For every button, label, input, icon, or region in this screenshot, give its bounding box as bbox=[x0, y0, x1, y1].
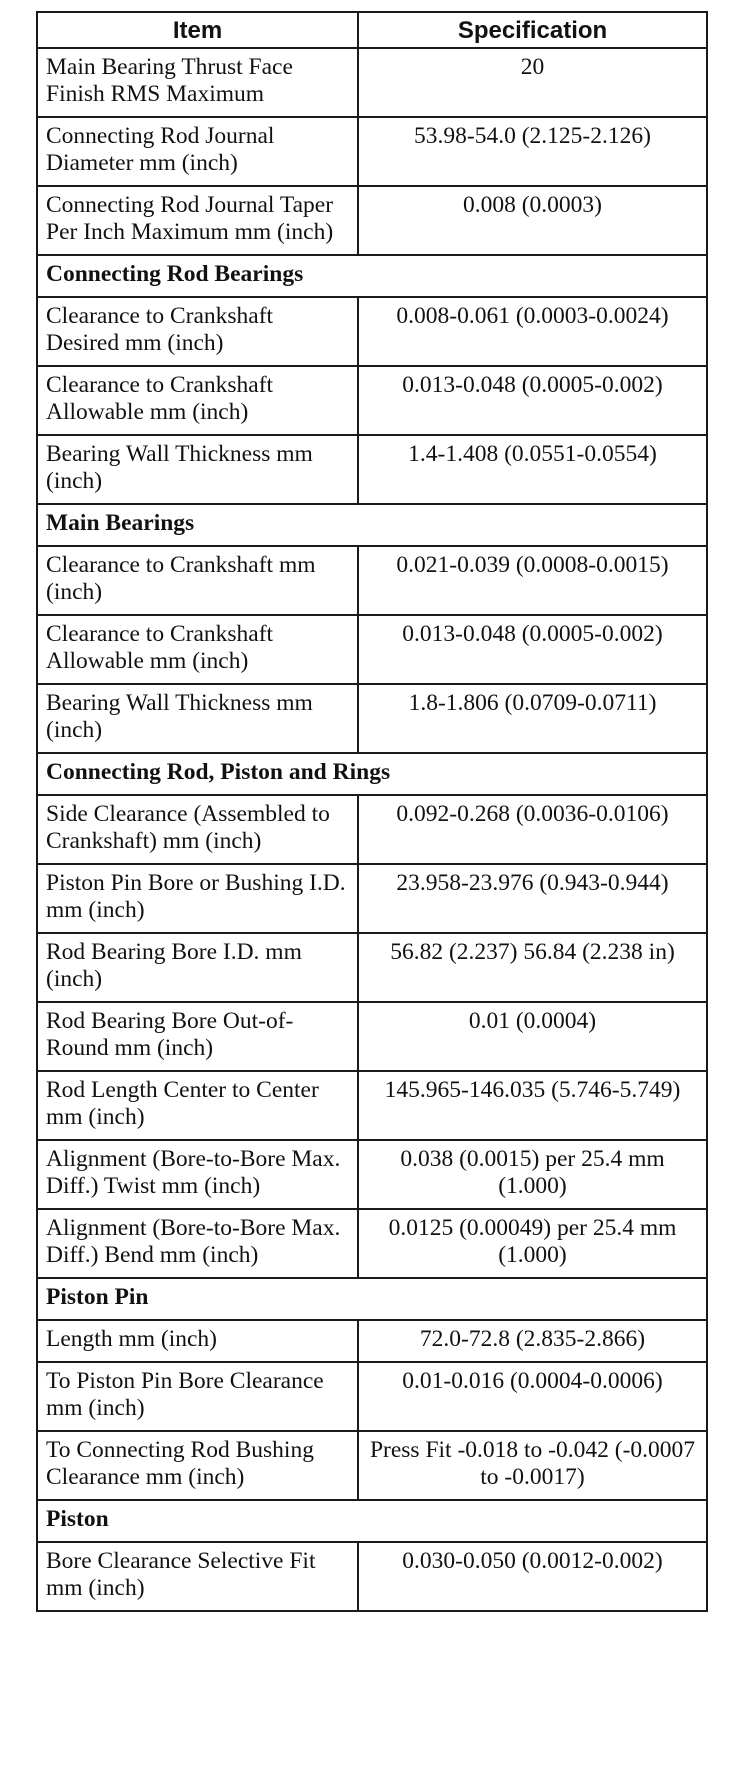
specification-cell: 145.965-146.035 (5.746-5.749) bbox=[358, 1071, 707, 1140]
item-cell: Bearing Wall Thickness mm (inch) bbox=[37, 435, 358, 504]
specification-cell: 1.8-1.806 (0.0709-0.0711) bbox=[358, 684, 707, 753]
table-row bbox=[37, 684, 707, 753]
table-row bbox=[37, 1140, 707, 1209]
table-header bbox=[37, 12, 707, 48]
specification-cell: 0.030-0.050 (0.0012-0.002) bbox=[358, 1542, 707, 1611]
section-title: Main Bearings bbox=[37, 504, 707, 546]
item-cell: To Piston Pin Bore Clearance mm (inch) bbox=[37, 1362, 358, 1431]
table-body bbox=[37, 48, 707, 1611]
item-cell: To Connecting Rod Bushing Clearance mm (inch) bbox=[37, 1431, 358, 1500]
table-row bbox=[37, 864, 707, 933]
section-header-row bbox=[37, 504, 707, 546]
table-row bbox=[37, 1431, 707, 1500]
item-cell: Clearance to Crankshaft Allowable mm (inch) bbox=[37, 615, 358, 684]
item-cell: Side Clearance (Assembled to Crankshaft) mm (inch) bbox=[37, 795, 358, 864]
item-cell: Clearance to Crankshaft mm (inch) bbox=[37, 546, 358, 615]
table-row bbox=[37, 435, 707, 504]
section-header-row bbox=[37, 255, 707, 297]
specification-cell: 0.013-0.048 (0.0005-0.002) bbox=[358, 615, 707, 684]
header-row bbox=[37, 12, 707, 48]
item-cell: Length mm (inch) bbox=[37, 1320, 358, 1362]
section-title: Connecting Rod, Piston and Rings bbox=[37, 753, 707, 795]
section-title: Connecting Rod Bearings bbox=[37, 255, 707, 297]
specification-cell: 0.038 (0.0015) per 25.4 mm (1.000) bbox=[358, 1140, 707, 1209]
item-cell: Bore Clearance Selective Fit mm (inch) bbox=[37, 1542, 358, 1611]
section-header-row bbox=[37, 753, 707, 795]
specification-cell: 20 bbox=[358, 48, 707, 117]
item-cell: Bearing Wall Thickness mm (inch) bbox=[37, 684, 358, 753]
table-row bbox=[37, 366, 707, 435]
item-cell: Rod Bearing Bore Out-of-Round mm (inch) bbox=[37, 1002, 358, 1071]
column-header-specification: Specification bbox=[358, 12, 707, 48]
item-cell: Main Bearing Thrust Face Finish RMS Maximum bbox=[37, 48, 358, 117]
item-cell: Connecting Rod Journal Taper Per Inch Maximum mm (inch) bbox=[37, 186, 358, 255]
table-row bbox=[37, 1362, 707, 1431]
table-row bbox=[37, 795, 707, 864]
section-header-row bbox=[37, 1278, 707, 1320]
table-row bbox=[37, 546, 707, 615]
item-cell: Alignment (Bore-to-Bore Max. Diff.) Bend mm (inch) bbox=[37, 1209, 358, 1278]
table-row bbox=[37, 48, 707, 117]
specification-cell: 0.0125 (0.00049) per 25.4 mm (1.000) bbox=[358, 1209, 707, 1278]
table-row bbox=[37, 297, 707, 366]
item-cell: Rod Length Center to Center mm (inch) bbox=[37, 1071, 358, 1140]
item-cell: Alignment (Bore-to-Bore Max. Diff.) Twist mm (inch) bbox=[37, 1140, 358, 1209]
specification-cell: Press Fit -0.018 to -0.042 (-0.0007 to -0.0017) bbox=[358, 1431, 707, 1500]
column-header-item: Item bbox=[37, 12, 358, 48]
specification-cell: 0.01-0.016 (0.0004-0.0006) bbox=[358, 1362, 707, 1431]
table-row bbox=[37, 1071, 707, 1140]
item-cell: Rod Bearing Bore I.D. mm (inch) bbox=[37, 933, 358, 1002]
section-title: Piston Pin bbox=[37, 1278, 707, 1320]
item-cell: Clearance to Crankshaft Allowable mm (inch) bbox=[37, 366, 358, 435]
section-title: Piston bbox=[37, 1500, 707, 1542]
specification-cell: 0.01 (0.0004) bbox=[358, 1002, 707, 1071]
table-row bbox=[37, 615, 707, 684]
section-header-row bbox=[37, 1500, 707, 1542]
specification-cell: 72.0-72.8 (2.835-2.866) bbox=[358, 1320, 707, 1362]
table-row bbox=[37, 1209, 707, 1278]
specification-table bbox=[36, 11, 708, 1612]
specification-cell: 0.008-0.061 (0.0003-0.0024) bbox=[358, 297, 707, 366]
specification-cell: 23.958-23.976 (0.943-0.944) bbox=[358, 864, 707, 933]
specification-cell: 0.092-0.268 (0.0036-0.0106) bbox=[358, 795, 707, 864]
table-row bbox=[37, 1320, 707, 1362]
item-cell: Piston Pin Bore or Bushing I.D. mm (inch) bbox=[37, 864, 358, 933]
table-row bbox=[37, 1002, 707, 1071]
table-row bbox=[37, 933, 707, 1002]
table-row bbox=[37, 1542, 707, 1611]
item-cell: Clearance to Crankshaft Desired mm (inch) bbox=[37, 297, 358, 366]
table-row bbox=[37, 186, 707, 255]
specification-cell: 0.013-0.048 (0.0005-0.002) bbox=[358, 366, 707, 435]
item-cell: Connecting Rod Journal Diameter mm (inch) bbox=[37, 117, 358, 186]
specification-cell: 1.4-1.408 (0.0551-0.0554) bbox=[358, 435, 707, 504]
table-row bbox=[37, 117, 707, 186]
specification-cell: 0.021-0.039 (0.0008-0.0015) bbox=[358, 546, 707, 615]
specification-cell: 0.008 (0.0003) bbox=[358, 186, 707, 255]
specification-cell: 56.82 (2.237) 56.84 (2.238 in) bbox=[358, 933, 707, 1002]
specification-cell: 53.98-54.0 (2.125-2.126) bbox=[358, 117, 707, 186]
